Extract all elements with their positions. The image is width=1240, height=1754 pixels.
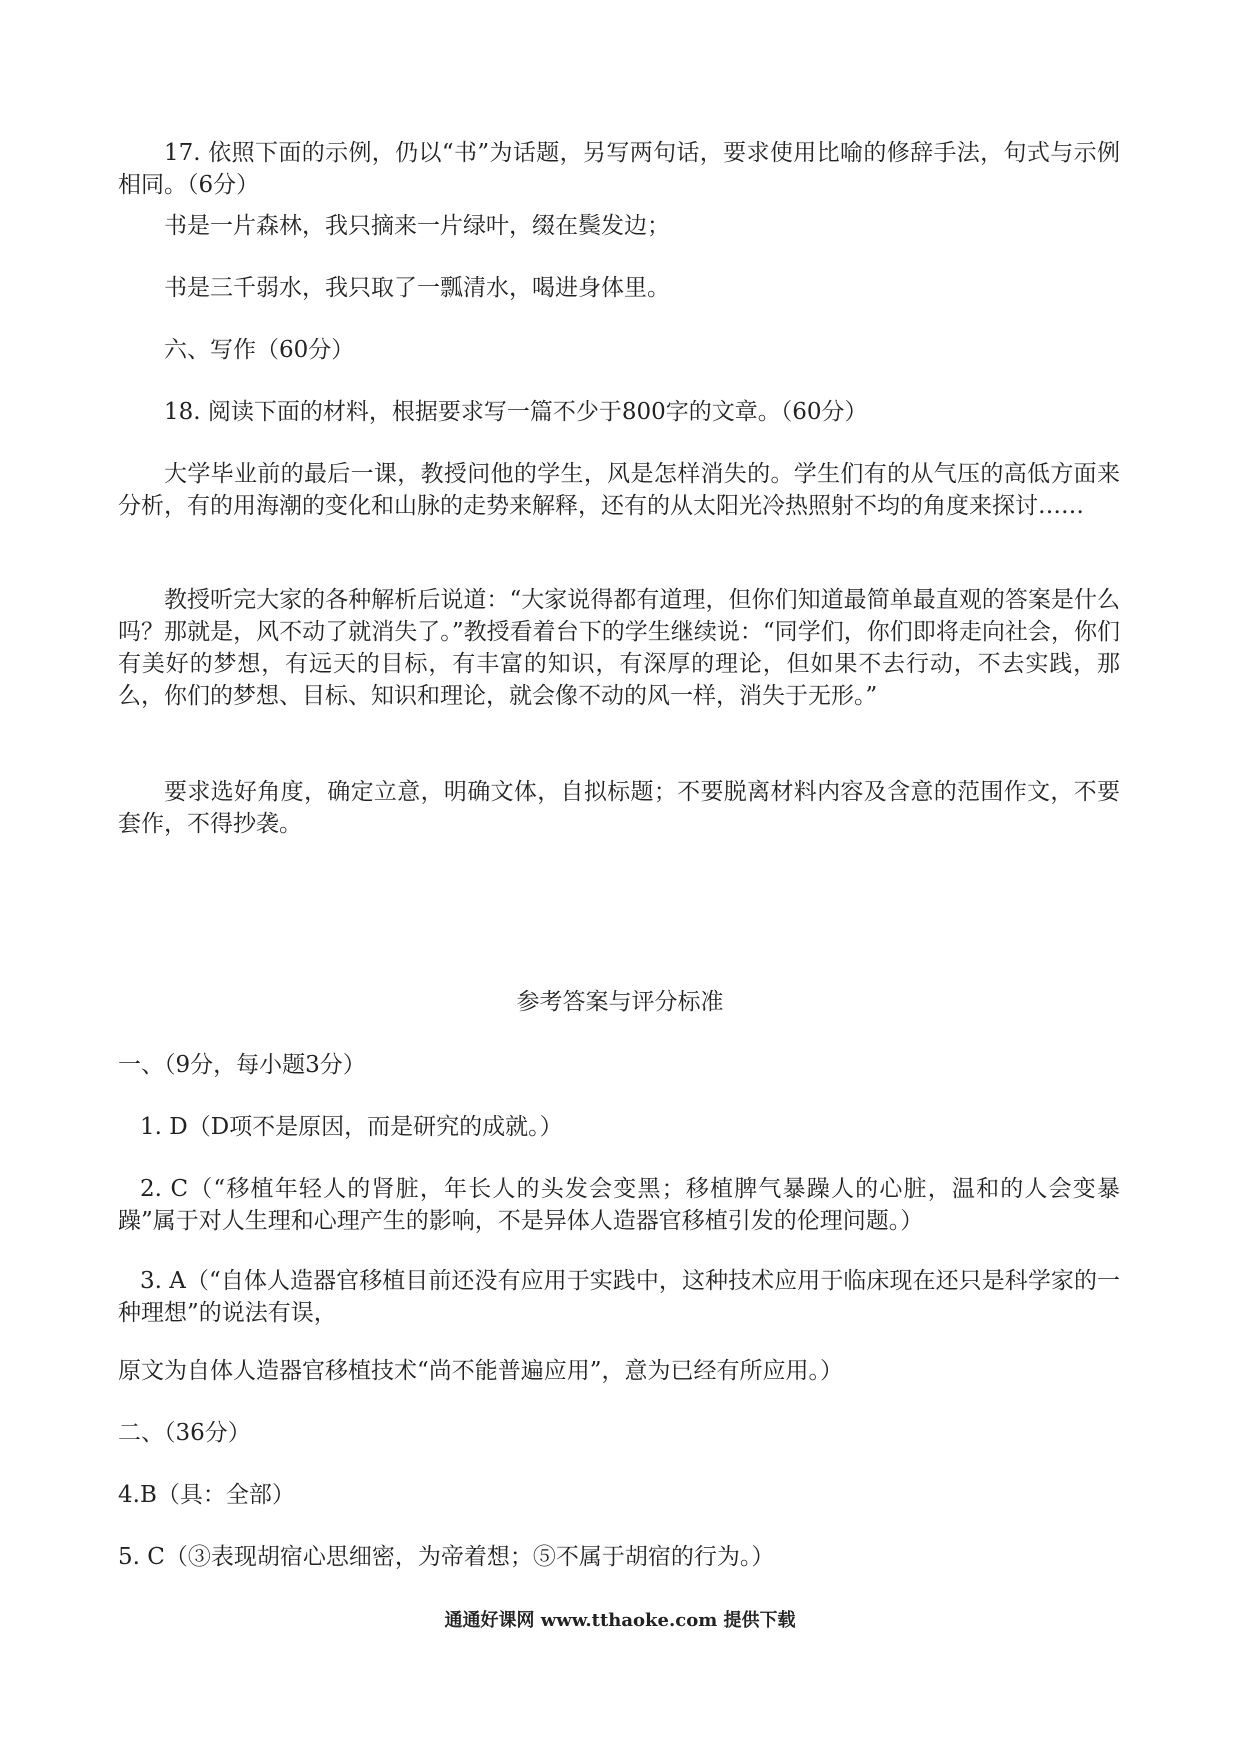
question-17-example-1: 书是一片森林，我只摘来一片绿叶，缀在鬓发边； (164, 213, 670, 239)
answer-5: 5. C（③表现胡宿心思细密，为帝着想；⑤不属于胡宿的行为。） (118, 1544, 775, 1570)
footer-watermark: 通通好课网 www.tthaoke.com 提供下载 (444, 1610, 796, 1631)
answers-part-2-heading: 二、（36分） (118, 1420, 251, 1446)
question-17-prompt: 17. 依照下面的示例，仍以“书”为话题，另写两句话，要求使用比喻的修辞手法，句式与示例相同。（6分） (118, 140, 1120, 198)
answer-2: 2. C（“移植年轻人的肾脏，年长人的头发会变黑；移植脾气暴躁人的心脏，温和的人会变暴躁”属于对人生理和心理产生的影响，不是异体人造器官移植引发的伦理问题。） (118, 1176, 1120, 1234)
question-18-material-paragraph-2: 教授听完大家的各种解析后说道：“大家说得都有道理，但你们知道最简单最直观的答案是什么吗？那就是，风不动了就消失了。”教授看着台下的学生继续说：“同学们，你们即将走向社会，你们有美好的梦想，有远天的目标，有丰富的知识，有深厚的理论，但如果不去行动，不去实践，那么，你们的梦想、目标、知识和理论，就会像不动的风一样，消失于无形。” (118, 587, 1120, 709)
answer-1: 1. D（D项不是原因，而是研究的成就。） (140, 1114, 563, 1140)
answers-part-1-heading: 一、（9分，每小题3分） (118, 1052, 366, 1078)
question-18-requirements: 要求选好角度，确定立意，明确文体，自拟标题；不要脱离材料内容及含意的范围作文，不要套作，不得抄袭。 (118, 779, 1120, 837)
answer-3: 3. A（“自体人造器官移植目前还没有应用于实践中，这种技术应用于临床现在还只是科学家的一种理想”的说法有误， (118, 1268, 1120, 1326)
answers-title: 参考答案与评分标准 (516, 989, 724, 1015)
question-17-example-2: 书是三千弱水，我只取了一瓢清水，喝进身体里。 (164, 275, 670, 301)
answer-4: 4.B（具：全部） (118, 1482, 295, 1508)
answer-3-continued: 原文为自体人造器官移植技术“尚不能普遍应用”，意为已经有所应用。） (118, 1358, 844, 1384)
question-18-prompt: 18. 阅读下面的材料，根据要求写一篇不少于800字的文章。（60分） (164, 399, 868, 425)
question-18-material-paragraph-1: 大学毕业前的最后一课，教授问他的学生，风是怎样消失的。学生们有的从气压的高低方面来分析，有的用海潮的变化和山脉的走势来解释，还有的从太阳光冷热照射不均的角度来探讨…… (118, 461, 1120, 519)
section-6-heading: 六、写作（60分） (164, 337, 355, 363)
